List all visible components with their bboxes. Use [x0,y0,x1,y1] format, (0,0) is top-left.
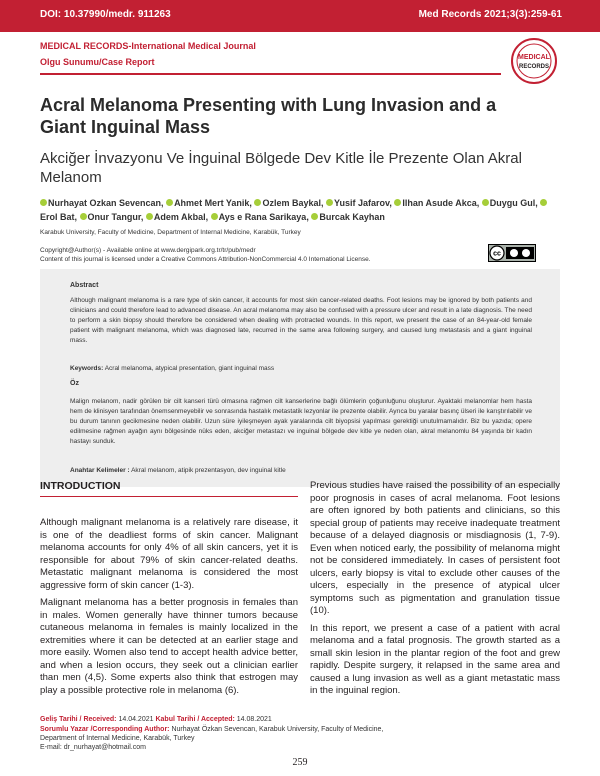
copyright-line: Copyright@Author(s) - Available online at www.dergipark.org.tr/tr/pub/medr [40,247,256,254]
cc-license-icon[interactable] [488,244,536,262]
author[interactable]: Onur Tangur, [80,212,146,222]
author[interactable]: Burcak Kayhan [311,212,385,222]
author[interactable]: Erol Bat, [40,198,548,222]
author[interactable]: Ozlem Baykal, [254,198,326,208]
affiliation: Karabuk University, Faculty of Medicine, Department of Internal Medicine, Karabük, Turkey [40,229,301,236]
paragraph: Malignant melanoma has a better prognosis in females than in males. Women generally have thinner tumors because cutaneous melanoma in females is mainly localized in the extremities where it can be detected at an earlier stage and more easily. Women also tend to accept health advice better, and when a lesion occurs, they seek out a clinician earlier than men (4,5). Some experts also think that estrogen may play a possible protective role in melanoma (6). [40,597,298,696]
corresponding-dept: Department of Internal Medicine, Karabük, Turkey [40,735,195,742]
author[interactable]: Yusif Jafarov, [326,198,394,208]
introduction-heading: INTRODUCTION [40,480,121,492]
oz-text: Malign melanom, nadir görülen bir cilt kanseri türü olmasına rağmen cilt kanserlerine bağlı ölümlerin çoğunluğunu oluşturur. Ayaktaki melanomlar hem hasta hem de klinisyen tarafından önemsenmeyebilir ve sonrasında hastalık metastatik lezyonlar ile prezente olabilir. Ayrıca bu yaralar basınç ülseri ile karıştırılabilir ve bu durum tanının gecikmesine neden olabilir. Uzun süre iyileşmeyen ayak yaralarında cilt biyopsisi yapılması gerektiği unutulmamalıdır. Biz bu yazıda; opere edilmesine rağmen ayağın aynı bölgesinde nüks eden, akciğer metastazı ve inguinal bölgede dev kitle ye neden olan, akral melanomlu 84 yaşında bir kadın hastayı sunduk. [70,398,532,445]
left-column [40,517,298,702]
orcid-icon[interactable] [146,213,153,220]
author-list [40,196,565,224]
article-type: Olgu Sunumu/Case Report [40,57,155,67]
abstract-heading: Abstract [70,282,99,289]
doi-link[interactable]: DOI: 10.37990/medr. 911263 [40,9,171,20]
cc-badge-text: cc [493,250,501,258]
email[interactable]: E-mail: dr_nurhayat@hotmail.com [40,744,146,751]
intro-divider [40,496,298,511]
right-column [310,480,560,703]
author[interactable]: Adem Akbal, [146,212,211,222]
orcid-icon[interactable] [211,213,218,220]
article-subtitle: Akciğer İnvazyonu Ve İnguinal Bölgede Dev Kitle İle Prezente Olan Akral Melanom [40,150,522,186]
header-divider [40,73,501,75]
orcid-icon[interactable] [166,199,173,206]
page-number: 259 [292,757,308,768]
journal-name: MEDICAL RECORDS-International Medical Journal [40,41,256,51]
orcid-icon[interactable] [311,213,318,220]
author[interactable]: Nurhayat Ozkan Sevencan, [40,198,166,208]
oz-heading: Öz [70,380,79,387]
anahtar-kelimeler: Anahtar Kelimeler : Akral melanom, atipik prezentasyon, dev inguinal kitle [70,467,286,474]
journal-logo [510,37,558,85]
keywords: Keywords: Acral melanoma, atypical presentation, giant inguinal mass [70,365,275,372]
author[interactable]: Duygu Gul, [482,198,541,208]
paragraph: Previous studies have raised the possibility of an especially poor prognosis in cases of acral melanoma. Foot lesions are often ignored by both patients and clinicians, so this special group of patients may receive inadequate treatment because of a delayed diagnosis or misdiagnosis (1, 7-9). Even when noticed early, the possibility of melanoma might not be considered immediately. In cases of persistent foot ulcers, early biopsy is vital to exclude other causes of the ulcers, especially in the presence of atypical ulcer symptoms such as pigmentation and granulation tissue (10). [310,480,560,616]
author[interactable]: Ilhan Asude Akca, [394,198,481,208]
license-line: Content of this journal is licensed under a Creative Commons Attribution-NonCommercial 4.0 International License. [40,256,371,263]
citation: Med Records 2021;3(3):259-61 [418,9,562,20]
corresponding-author: Sorumlu Yazar /Corresponding Author: Nurhayat Özkan Sevencan, Karabuk University, Faculty of Medicine, [40,726,384,733]
header-bar [0,0,600,32]
dates: Geliş Tarihi / Received: 14.04.2021 Kabul Tarihi / Accepted: 14.08.2021 [40,716,272,723]
author[interactable]: Ahmet Mert Yanik, [166,198,254,208]
orcid-icon[interactable] [482,199,489,206]
orcid-icon[interactable] [394,199,401,206]
orcid-icon[interactable] [254,199,261,206]
author[interactable]: Ays e Rana Sarikaya, [211,212,312,222]
paragraph: In this report, we present a case of a patient with acral melanoma and a fatal prognosis. The growth started as a small skin lesion in the plantar region of the foot and grew rapidly. Despite surgery, it relapsed in the same area and caused a lung invasion as well as a giant metastatic mass in the inguinal region. [310,622,560,696]
logo-text-top: MEDICAL [518,54,550,61]
orcid-icon[interactable] [326,199,333,206]
orcid-icon[interactable] [540,199,547,206]
logo-text-bottom: RECORDS [518,64,550,70]
orcid-icon[interactable] [80,213,87,220]
abstract-text: Although malignant melanoma is a rare type of skin cancer, it accounts for most skin cancer-related deaths. Foot lesions may be ignored by both patients and clinicians and could therefore lead to advanced disease. An acral melanoma may also be confused with a pressure ulcer and result in a late diagnosis. The need to perform a skin biopsy should therefore be considered when dealing with protracted wounds. In this report, we present the case of an 84-year-old female patient with malignant melanoma, which was diagnosed late, recurred in the same area following surgery, and caused lung metastasis and a giant inguinal mass. [70,297,532,344]
article-title: Acral Melanoma Presenting with Lung Invasion and a Giant Inguinal Mass [40,95,497,137]
orcid-icon[interactable] [40,199,47,206]
paragraph: Although malignant melanoma is a relatively rare disease, it is one of the deadliest forms of skin cancer. Malignant melanoma accounts for only 4% of all skin cancers, yet it is responsible for about 79% of skin cancer-related deaths. Metastatic malignant melanoma is considered the most aggressive form of skin cancer (1-3). [40,517,298,591]
